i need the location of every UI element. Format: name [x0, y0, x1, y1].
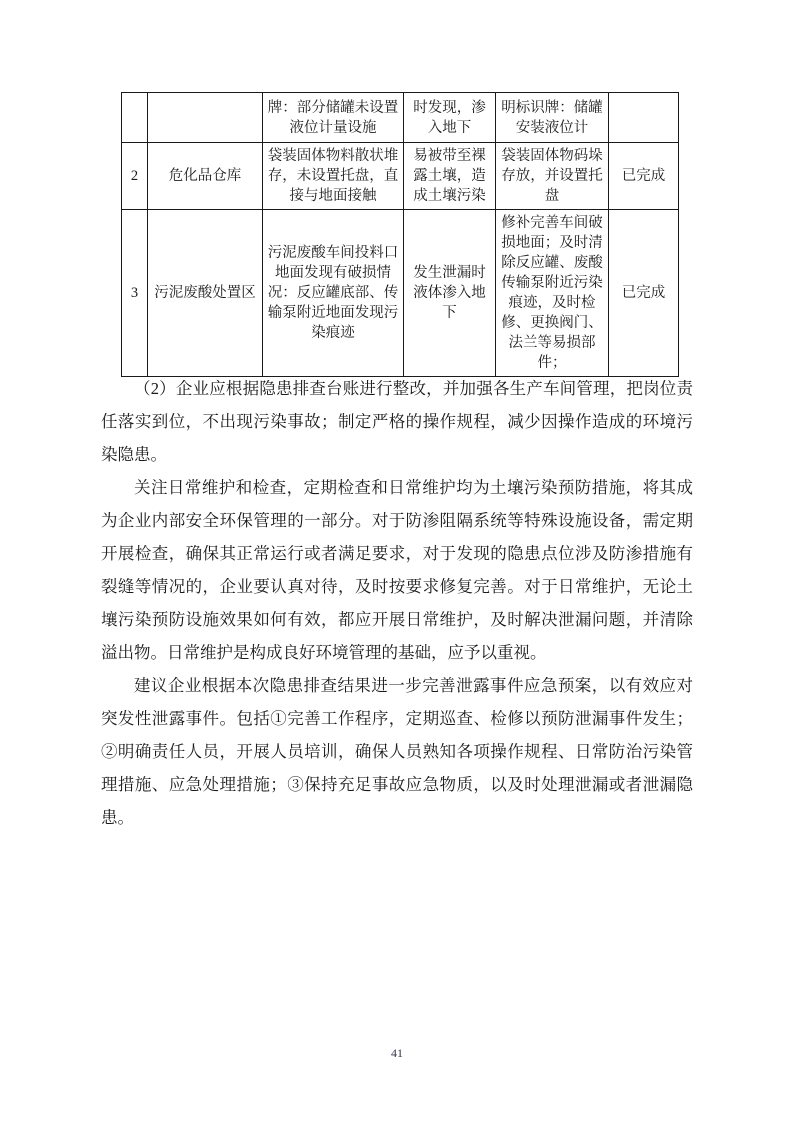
table-cell-area: 危化品仓库: [148, 143, 263, 210]
table-row: [122, 210, 679, 377]
table-row: [122, 93, 679, 143]
table-cell-measure: 修补完善车间破损地面；及时清除反应罐、废酸传输泵附近污染痕迹，及时检修、更换阀门、法兰等易损部件；: [496, 210, 609, 377]
paragraph-daily-maintenance: 关注日常维护和检查，定期检查和日常维护均为土壤污染预防措施，将其成为企业内部安全环保管理的一部分。对于防渗阻隔系统等特殊设施设备，需定期开展检查，确保其正常运行或者满足要求，对于发现的隐患点位涉及防渗措施有裂缝等情况的，企业要认真对待，及时按要求修复完善。对于日常维护，无论土壤污染预防设施效果如何有效，都应开展日常维护，及时解决泄漏问题，并清除溢出物。日常维护是构成良好环境管理的基础，应予以重视。: [101, 478, 693, 662]
paragraph-rectification: （2）企业应根据隐患排查台账进行整改，并加强各生产车间管理，把岗位责任落实到位，不出现污染事故；制定严格的操作规程，减少因操作造成的环境污染隐患。: [101, 379, 693, 464]
table-row: [122, 143, 679, 210]
table-cell-impact: 易被带至裸露土壤，造成土壤污染: [404, 143, 496, 210]
table-cell: [122, 93, 148, 143]
table-cell-area: 污泥废酸处置区: [148, 210, 263, 377]
table-cell: [609, 93, 679, 143]
table-cell-measure: 袋装固体物码垛存放，并设置托盘: [496, 143, 609, 210]
table-cell-index: 2: [122, 143, 148, 210]
table-cell-status: 已完成: [609, 143, 679, 210]
table-cell-impact: 发生泄漏时液体渗入地下: [404, 210, 496, 377]
page-number: 41: [391, 1046, 403, 1060]
table-cell-index: 3: [122, 210, 148, 377]
hidden-danger-rectification-table: [121, 92, 679, 377]
table-cell-problem: 污泥废酸车间投料口地面发现有破损情况：反应罐底部、传输泵附近地面发现污染痕迹: [263, 210, 404, 377]
table-cell: 时发现，渗入地下: [404, 93, 496, 143]
table-cell-status: 已完成: [609, 210, 679, 377]
paragraph-emergency-plan: 建议企业根据本次隐患排查结果进一步完善泄露事件应急预案，以有效应对突发性泄露事件。包括①完善工作程序，定期巡查、检修以预防泄漏事件发生；②明确责任人员，开展人员培训，确保人员熟知各项操作规程、日常防治污染管理措施、应急处理措施；③保持充足事故应急物质，以及时处理泄漏或者泄漏隐患。: [101, 676, 693, 827]
table-cell: 牌：部分储罐未设置液位计量设施: [263, 93, 404, 143]
table-cell: [148, 93, 263, 143]
body-text: [101, 372, 693, 834]
table-cell: 明标识牌：储罐安装液位计: [496, 93, 609, 143]
table-cell-problem: 袋装固体物料散状堆存，未设置托盘，直接与地面接触: [263, 143, 404, 210]
